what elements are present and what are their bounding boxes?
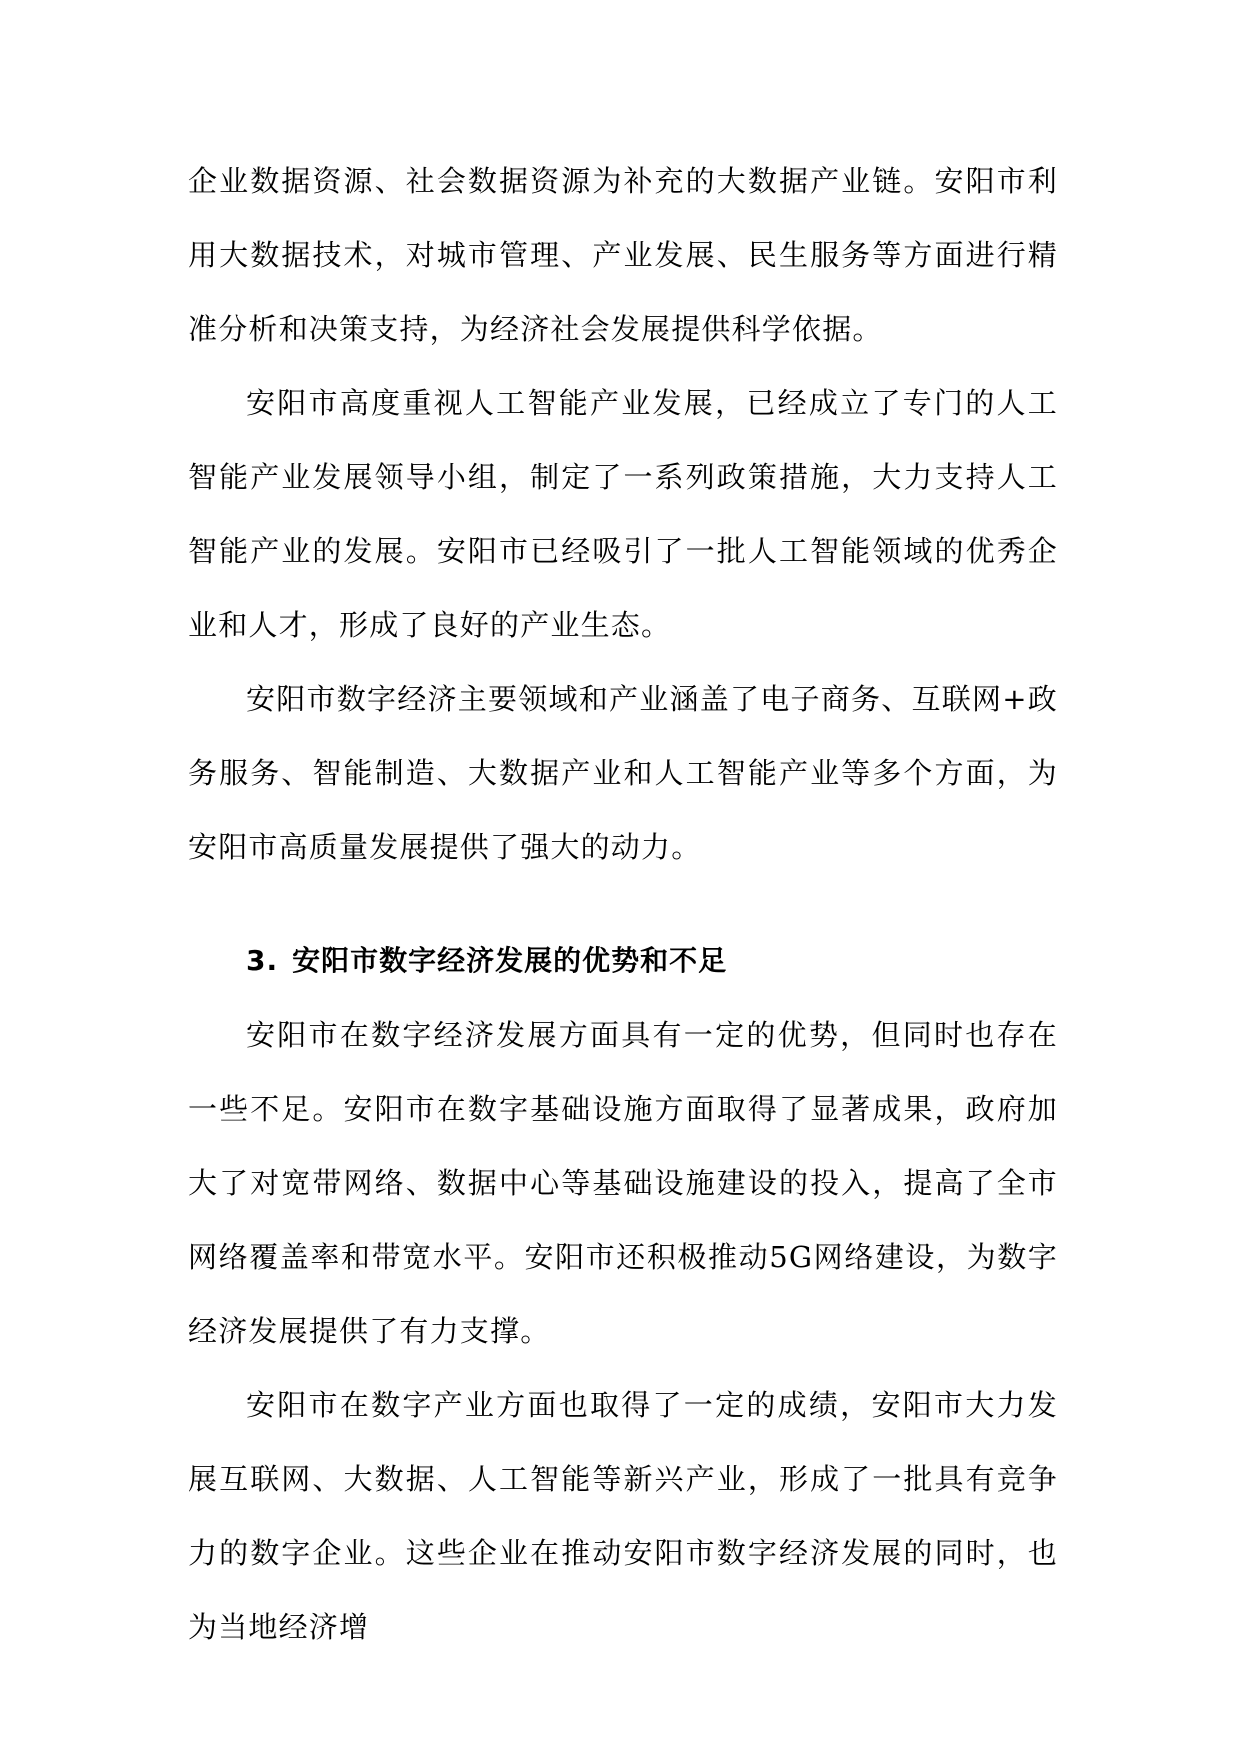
- paragraph-digital-industry: 安阳市在数字产业方面也取得了一定的成绩，安阳市大力发展互联网、大数据、人工智能等新兴产业，形成了一批具有竞争力的数字企业。这些企业在推动安阳市数字经济发展的同时，也为当地经济增: [188, 1388, 1058, 1644]
- paragraph-advantages-infrastructure: 安阳市在数字经济发展方面具有一定的优势，但同时也存在一些不足。安阳市在数字基础设施方面取得了显著成果，政府加大了对宽带网络、数据中心等基础设施建设的投入，提高了全市网络覆盖率和带宽水平。安阳市还积极推动5G网络建设，为数字经济发展提供了有力支撑。: [188, 1018, 1058, 1348]
- paragraph-digital-economy-fields: 安阳市数字经济主要领域和产业涵盖了电子商务、互联网+政务服务、智能制造、大数据产业和人工智能产业等多个方面，为安阳市高质量发展提供了强大的动力。: [188, 682, 1058, 864]
- paragraph-continuation: 企业数据资源、社会数据资源为补充的大数据产业链。安阳市利用大数据技术，对城市管理、产业发展、民生服务等方面进行精准分析和决策支持，为经济社会发展提供科学依据。: [188, 164, 1058, 346]
- section-number: 3.: [246, 944, 279, 977]
- document-body: [188, 144, 1058, 1664]
- paragraph-ai-industry: 安阳市高度重视人工智能产业发展，已经成立了专门的人工智能产业发展领导小组，制定了一系列政策措施，大力支持人工智能产业的发展。安阳市已经吸引了一批人工智能领域的优秀企业和人才，形成了良好的产业生态。: [188, 386, 1058, 642]
- section-title: 安阳市数字经济发展的优势和不足: [292, 944, 728, 977]
- section-heading: [188, 924, 1058, 998]
